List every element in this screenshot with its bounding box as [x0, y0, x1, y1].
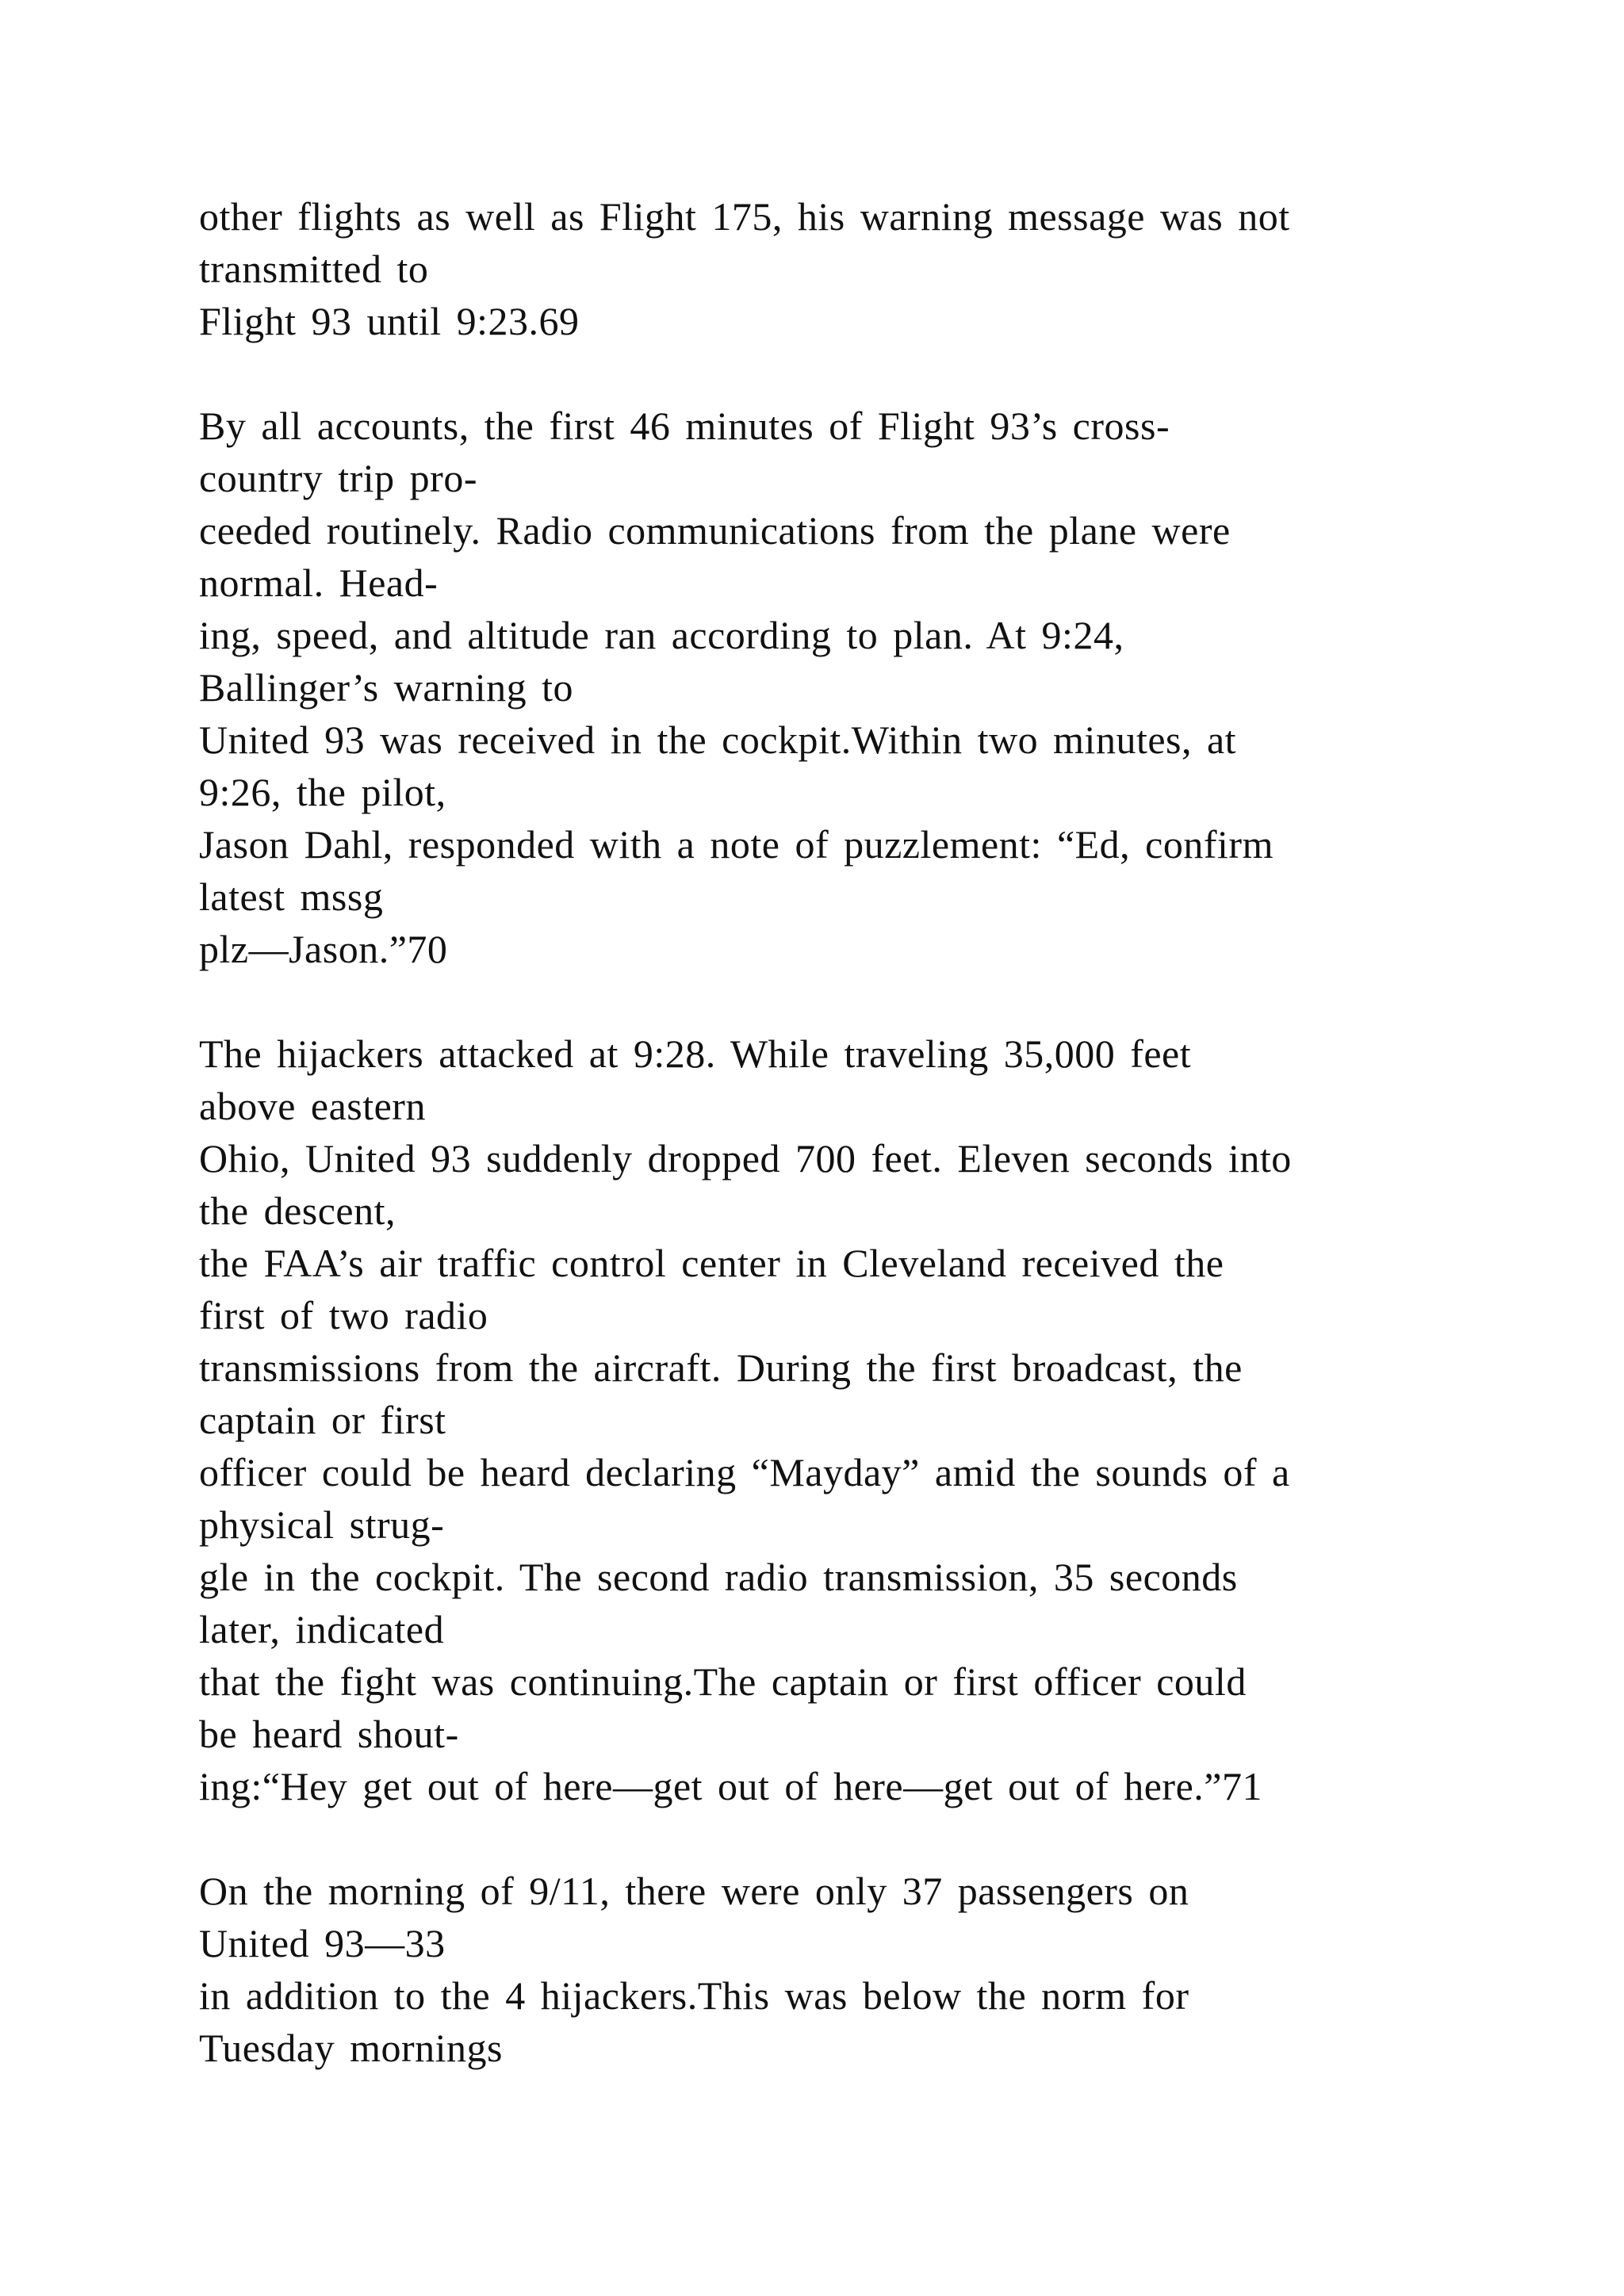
- text-line: be heard shout-: [199, 1712, 459, 1756]
- text-line: other flights as well as Flight 175, his warning message was not: [199, 194, 1290, 239]
- body-text: [199, 190, 1468, 2074]
- text-line: later, indicated: [199, 1607, 445, 1651]
- paragraph-gap: [199, 975, 1468, 1027]
- text-line: plz—Jason.”70: [199, 927, 448, 971]
- text-line: transmitted to: [199, 247, 429, 291]
- text-line: United 93 was received in the cockpit.Within two minutes, at: [199, 718, 1237, 762]
- text-line: Flight 93 until 9:23.69: [199, 299, 580, 343]
- text-line: Ballinger’s warning to: [199, 665, 573, 710]
- text-line: latest mssg: [199, 874, 384, 919]
- text-line: ceeded routinely. Radio communications from the plane were: [199, 508, 1231, 553]
- text-line: the descent,: [199, 1188, 396, 1233]
- text-line: above eastern: [199, 1084, 426, 1128]
- text-line: gle in the cockpit. The second radio transmission, 35 seconds: [199, 1555, 1238, 1599]
- text-line: normal. Head-: [199, 561, 439, 605]
- paragraph-gap: [199, 347, 1468, 400]
- text-line: physical strug-: [199, 1502, 445, 1547]
- text-line: country trip pro-: [199, 456, 477, 500]
- paragraph-gap: [199, 1812, 1468, 1865]
- text-line: Tuesday mornings: [199, 2026, 504, 2070]
- text-line: Jason Dahl, responded with a note of puzzlement: “Ed, confirm: [199, 822, 1274, 867]
- text-line: first of two radio: [199, 1293, 488, 1337]
- text-line: captain or first: [199, 1398, 446, 1442]
- text-line: that the fight was continuing.The captain or first officer could: [199, 1659, 1247, 1704]
- text-line: United 93—33: [199, 1921, 446, 1965]
- text-line: On the morning of 9/11, there were only 37 passengers on: [199, 1869, 1189, 1913]
- text-line: in addition to the 4 hijackers.This was below the norm for: [199, 1973, 1189, 2018]
- text-line: By all accounts, the first 46 minutes of Flight 93’s cross-: [199, 404, 1170, 448]
- text-line: ing:“Hey get out of here—get out of here—get out of here.”71: [199, 1764, 1262, 1808]
- text-line: 9:26, the pilot,: [199, 770, 446, 814]
- text-line: The hijackers attacked at 9:28. While traveling 35,000 feet: [199, 1031, 1192, 1076]
- text-line: the FAA’s air traffic control center in Cleveland received the: [199, 1241, 1224, 1285]
- text-line: officer could be heard declaring “Mayday” amid the sounds of a: [199, 1450, 1290, 1494]
- text-line: ing, speed, and altitude ran according to plan. At 9:24,: [199, 613, 1124, 657]
- text-line: transmissions from the aircraft. During the first broadcast, the: [199, 1345, 1243, 1390]
- text-line: Ohio, United 93 suddenly dropped 700 feet. Eleven seconds into: [199, 1136, 1292, 1181]
